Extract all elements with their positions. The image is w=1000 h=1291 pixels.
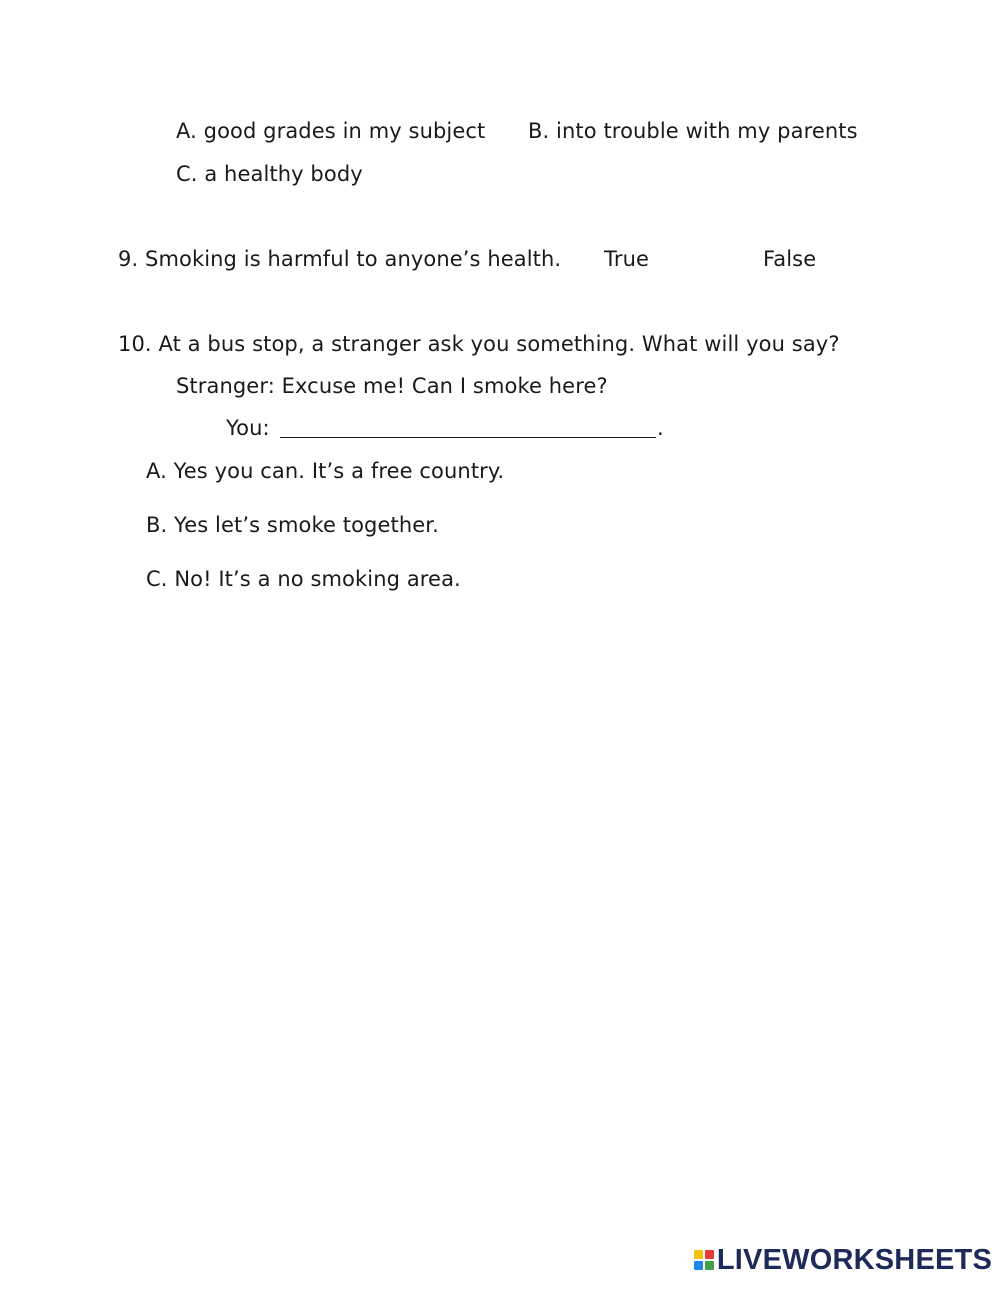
q10-blank-period: .	[657, 416, 664, 440]
q9-question: 9. Smoking is harmful to anyone’s health.	[118, 247, 562, 271]
logo-text: LIVEWORKSHEETS	[716, 1244, 992, 1276]
q9-true-option[interactable]: True	[604, 247, 650, 271]
q9-false-option[interactable]: False	[763, 247, 817, 271]
q10-stranger-line: Stranger: Excuse me! Can I smoke here?	[176, 374, 608, 398]
logo-block-3	[694, 1261, 703, 1270]
q10-option-c[interactable]: C. No! It’s a no smoking area.	[146, 567, 461, 591]
logo-block-1	[694, 1250, 703, 1259]
q8-option-c[interactable]: C. a healthy body	[176, 162, 363, 186]
q10-option-a[interactable]: A. Yes you can. It’s a free country.	[146, 459, 505, 483]
logo-block-4	[705, 1261, 714, 1270]
logo-block-2	[705, 1250, 714, 1259]
q10-you-label: You:	[226, 416, 270, 440]
q10-question: 10. At a bus stop, a stranger ask you something. What will you say?	[118, 332, 840, 356]
liveworksheets-logo	[694, 1245, 992, 1275]
q10-answer-blank[interactable]	[280, 419, 656, 438]
logo-blocks-icon	[694, 1250, 714, 1270]
q8-option-b[interactable]: B. into trouble with my parents	[528, 119, 858, 143]
q8-option-a[interactable]: A. good grades in my subject	[176, 119, 486, 143]
q10-option-b[interactable]: B. Yes let’s smoke together.	[146, 513, 439, 537]
